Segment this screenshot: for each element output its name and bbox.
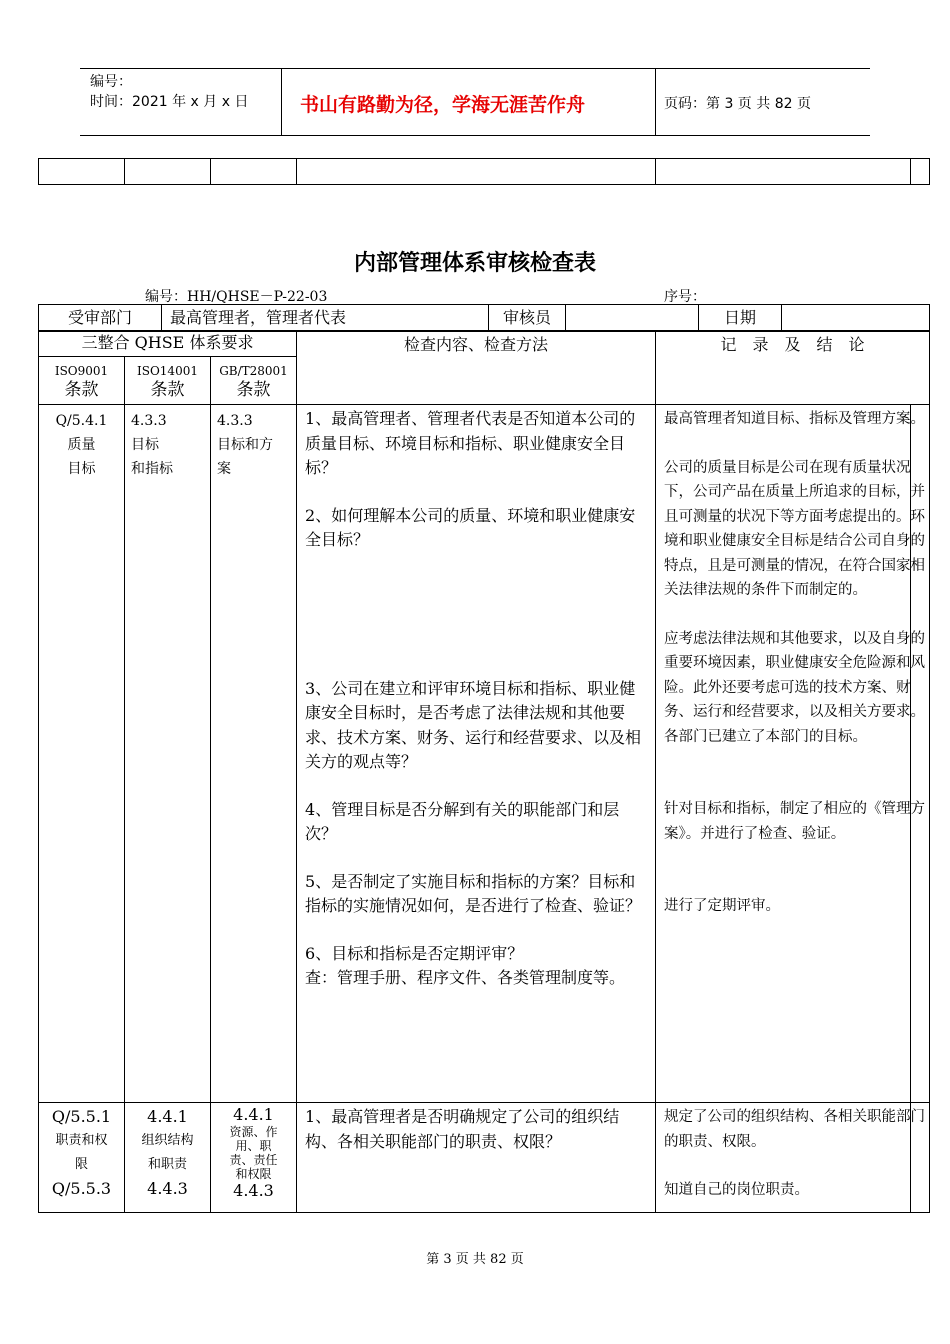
clause-text: 和权限 [235, 1167, 272, 1181]
check-item: 6、目标和指标是否定期评审？ [305, 943, 524, 963]
header-divider [281, 68, 282, 135]
record-item: 最高管理者知道目标、指标及管理方案。 [664, 411, 926, 427]
empty-cell [39, 159, 125, 185]
check-header: 检查内容、检查方法 [297, 331, 656, 405]
iso9001-clause [39, 1103, 125, 1213]
clause-code: Q/5.5.3 [51, 1179, 112, 1198]
clause-text: 组织结构 [141, 1133, 194, 1148]
iso9001-header [39, 357, 125, 405]
check-item: 5、是否制定了实施目标和指标的方案？目标和指标的实施情况如何，是否进行了检查、验证？ [305, 871, 642, 915]
iso14001-header [125, 357, 211, 405]
clause-text: 目标和方 [217, 437, 273, 453]
record-item: 进行了定期评审。 [664, 898, 781, 914]
check-item: 4、管理目标是否分解到有关的职能部门和层次？ [305, 799, 620, 843]
header-time: 时间：2021 年 x 月 x 日 [90, 94, 249, 110]
date-label: 日期 [699, 305, 782, 332]
gbt-clause [211, 405, 297, 1103]
auditor-label: 审核员 [489, 305, 566, 332]
clause-text: 职责和权 [55, 1133, 108, 1148]
doc-seq: 序号： [664, 289, 706, 305]
clause-label: 条款 [236, 380, 271, 400]
check-item: 3、公司在建立和评审环境目标和指标、职业健康安全目标时，是否考虑了法律法规和其他要求、技术方案、财务、运行和经营要求、以及相关方的观点等？ [305, 678, 642, 771]
clause-text: 和职责 [147, 1157, 187, 1172]
right-margin-rule [910, 404, 911, 1212]
clause-code: 4.3.3 [217, 413, 253, 429]
clause-text: 用、职 [235, 1139, 272, 1153]
check-item: 2、如何理解本公司的质量、环境和职业健康安全目标？ [305, 505, 636, 549]
info-row [39, 305, 930, 332]
dept-label: 受审部门 [39, 305, 162, 332]
check-item: 1、最高管理者是否明确规定了公司的组织结构、各相关职能部门的职责、权限？ [305, 1107, 620, 1151]
clause-text: 目标 [67, 461, 96, 477]
record-item: 应考虑法律法规和其他要求，以及自身的重要环境因素，职业健康安全危险源和风险。此外还要考虑可选的技术方案、财务、运行和经营要求，以及相关方要求。 [664, 630, 926, 720]
column-header-row [39, 331, 930, 357]
record-item: 公司的质量目标是公司在现有质量状况下，公司产品在质量上所追求的目标，并且可测量的状况下等方面考虑提出的。环境和职业健康安全目标是结合公司自身的特点，且是可测量的情况，在符合国家相关法律法规的条件下而制定的。 [664, 459, 926, 598]
clause-label: 条款 [64, 380, 99, 400]
clause-label: 条款 [150, 380, 185, 400]
empty-cell [656, 159, 911, 185]
record-item: 知道自己的岗位职责。 [664, 1182, 810, 1198]
iso9001-label: ISO9001 [54, 364, 109, 378]
record-content [656, 405, 930, 1103]
carryover-row [39, 159, 930, 185]
check-content [297, 405, 656, 1103]
checklist-table [38, 330, 930, 1213]
record-content [656, 1103, 930, 1213]
check-item: 1、最高管理者、管理者代表是否知道本公司的质量目标、环境目标和指标、职业健康安全目标？ [305, 409, 636, 477]
table-row [39, 405, 930, 1103]
clause-text: 和指标 [131, 461, 173, 477]
dept-value: 最高管理者，管理者代表 [162, 305, 489, 332]
iso14001-clause [125, 1103, 211, 1213]
clause-text: 质量 [67, 437, 96, 453]
header-page-info: 页码：第 3 页 共 82 页 [664, 96, 811, 112]
record-header: 记 录 及 结 论 [656, 331, 930, 405]
clause-text: 目标 [131, 437, 159, 453]
check-content [297, 1103, 656, 1213]
req-header: 三整合 QHSE 体系要求 [39, 331, 297, 357]
header-divider [655, 68, 656, 135]
clause-code: 4.4.3 [233, 1181, 274, 1200]
record-item: 规定了公司的组织结构、各相关职能部门的职责、权限。 [664, 1109, 926, 1150]
auditor-value [566, 305, 699, 332]
clause-text: 责、责任 [229, 1153, 278, 1167]
clause-text: 资源、作 [229, 1125, 278, 1139]
clause-code: 4.4.1 [233, 1105, 274, 1124]
iso14001-label: ISO14001 [137, 364, 198, 378]
clause-text: 限 [74, 1157, 88, 1172]
header-motto: 书山有路勤为径，学海无涯苦作舟 [300, 94, 586, 116]
info-table [38, 304, 930, 332]
empty-cell [297, 159, 656, 185]
header-top-rule [80, 68, 870, 69]
clause-code: 4.4.1 [147, 1107, 188, 1126]
header-left [90, 72, 248, 112]
clause-code: 4.4.3 [147, 1179, 188, 1198]
page-footer: 第 3 页 共 82 页 [426, 1252, 524, 1267]
gbt-clause [211, 1103, 297, 1213]
header-code-label: 编号： [90, 74, 132, 90]
empty-cell [125, 159, 211, 185]
empty-cell [211, 159, 297, 185]
iso9001-clause [39, 405, 125, 1103]
header-bottom-rule [80, 135, 870, 136]
record-item: 各部门已建立了本部门的目标。 [664, 728, 868, 745]
table-row [39, 1103, 930, 1213]
clause-code: Q/5.5.1 [51, 1107, 112, 1126]
gbt-header [211, 357, 297, 405]
carryover-row-table [38, 158, 930, 185]
clause-text: 案 [217, 461, 231, 477]
date-value [782, 305, 930, 332]
record-item: 针对目标和指标，制定了相应的《管理方案》。并进行了检查、验证。 [664, 801, 926, 842]
doc-code: 编号：HH/QHSE－P-22-03 [145, 289, 328, 305]
clause-code: 4.3.3 [131, 413, 167, 429]
clause-code: Q/5.4.1 [55, 413, 108, 429]
iso14001-clause [125, 405, 211, 1103]
empty-cell [911, 159, 930, 185]
gbt-label: GB/T28001 [219, 364, 288, 378]
check-method: 查：管理手册、程序文件、各类管理制度等。 [305, 968, 626, 987]
page-title: 内部管理体系审核检查表 [353, 251, 596, 276]
